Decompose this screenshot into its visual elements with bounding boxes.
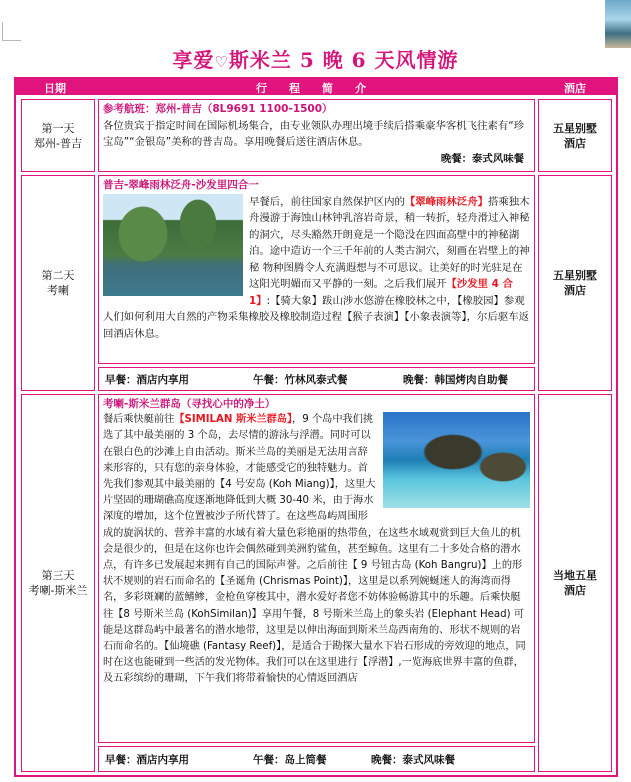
- day3-highlight-a: 【SIMILAN 斯米兰群岛】: [174, 414, 293, 426]
- day2-hotel-line1: 五星别墅: [553, 269, 597, 282]
- day1-hotel-line2: 酒店: [564, 136, 586, 150]
- day1-meal-note: 晚餐：泰式风味餐: [440, 152, 524, 165]
- day1-place: 郑州-普吉: [34, 136, 82, 150]
- day2-place: 考喇: [47, 284, 69, 297]
- day1-text: 各位贵宾于指定时间在国际机场集合，由专业领队办理出境手续后搭乘豪华客机飞往素有“珍宝岛”“金银岛”美称的普吉岛。享用晚餐后送往酒店休息。: [103, 119, 525, 148]
- day3-breakfast: 早餐：酒店内享用: [105, 753, 189, 766]
- day1-section-title: 参考航班：郑州-普吉（8L9691 1100-1500）: [103, 103, 333, 115]
- day2-hotel-cell: [538, 175, 612, 391]
- day3-hotel-line2: 酒店: [564, 584, 586, 597]
- day2-highlight-a: 【翠峰雨林泛舟】: [404, 195, 488, 208]
- day2-lunch: 午餐：竹林风泰式餐: [253, 373, 348, 386]
- day2-content-cell: [98, 175, 535, 364]
- day3-meals-row: [98, 746, 535, 772]
- table-header-row: [16, 79, 616, 95]
- day2-dinner: 晚餐：韩国烤肉自助餐: [403, 373, 508, 386]
- heart-icon: ♡: [214, 53, 229, 71]
- day2-text-a: 早餐后，前往国家自然保护区内的: [249, 195, 405, 208]
- day3-dinner: 晚餐：泰式风味餐: [371, 753, 455, 766]
- similan-islands-photo: [383, 412, 530, 508]
- corner-thumbnail-image: [605, 0, 631, 48]
- itinerary-table: [14, 77, 618, 777]
- day3-text-a: 餐后乘快艇前往: [103, 414, 175, 426]
- day3-text-b: ，9 个岛中我们挑选了其中最美丽的 3 个岛，去尽情的游泳与浮潜。同时可以在银白色的沙滩上自由活动。斯米兰岛的美丽是无法用言辞来形容的，只有您的亲身体验，才能感受它的独特魅力。首先我们参观其中最美丽的【4 号安岛 (Koh Miang)】，这里大片坚固的珊瑚礁高度逐渐地降低到大概 30-40 米，由于海水深度的增加，这个位置被沙子所代替了。在这些岛屿周围形成的旋涡状的、营养丰富的水域有着大量色彩艳丽的热带鱼，在这些水域观赏到巨大鱼儿的机会是很少的，但是在这你也许会偶然碰到美洲豹鲨鱼，甚至鲸鱼。这里有二十多处合格的潜水点，有许多已发展起来拥有自己的国际声誉。之后前往【 9 号钮古岛 (Koh Bangru)】上的形状不规则的岩石而命名的【圣诞角 (Chrismas Point)】，这里是以系列婉蜒迷人的海湾而得名，多彩斑斓的蓝鳍鲹，金枪鱼穿梭其中，潜水爱好者您不妨体验畅游其中的乐趣。后乘快艇往【8 号斯米兰岛 (KohSimilan)】享用午餐，8 号斯米兰岛上的象头岩 (Elephant Head) 可能是这群岛屿中最著名的潜水地带，这里是以伸出海面到斯米兰岛西南角的、形状不规则的岩石而命名的。【仙境礁 (Fantasy Reef)】，是适合于勘探大量水下岩石形成的旁效迎的地点，同时在这也能碰到一些活的发光物体。我们可以在这里进行【浮潜】,一览海底世界丰富的鱼群，及五彩缤纷的珊瑚，下午我们将带着愉快的心情返回酒店: [103, 414, 526, 685]
- day2-hotel-line2: 酒店: [564, 284, 586, 297]
- day1-label: 第一天: [41, 121, 75, 135]
- day2-section-title: 普吉-翠峰雨林泛舟-沙发里四合一: [103, 179, 259, 191]
- header-itinerary: 行 程 简 介: [256, 82, 366, 95]
- day1-hotel-cell: [538, 99, 612, 172]
- day2-text-b: 搭乘独木舟漫游于海蚀山林钟乳溶岩奇景，稍一转折，轻舟滑过入神秘的洞穴，尽头豁然开朗竟是一个隐没在四面高壁中的神秘湖泊。途中造访一个三千年前的人类古洞穴，刻画在岩壁上的神秘 物种图腾令人充满遐想与不可思议。让美好的时光驻足在这阳光明媚而又平静的一刻。之后我们展开: [249, 195, 530, 290]
- day3-content-cell: [98, 394, 535, 743]
- day1-date-cell: [21, 99, 95, 172]
- header-date: 日期: [44, 82, 66, 95]
- day1-hotel-line1: 五星别墅: [553, 121, 597, 135]
- day2-breakfast: 早餐：酒店内享用: [105, 373, 189, 386]
- day3-place: 考喇-斯米兰: [28, 584, 88, 597]
- day2-text-c: :【骑大象】跋山涉水悠游在橡胶林之中，【橡胶园】参观人们如何利用大自然的产物采集橡胶及橡胶制造过程【猴子表演】【小象表演等】，尔后驱车返回酒店休息。: [103, 294, 530, 340]
- day3-hotel-line1: 当地五星: [553, 569, 597, 582]
- title-left: 享爱: [172, 48, 215, 72]
- page-title: [0, 44, 631, 73]
- day2-label: 第二天: [41, 269, 75, 282]
- day1-content-cell: [98, 99, 535, 172]
- day2-date-cell: [21, 175, 95, 391]
- day3-hotel-cell: [538, 394, 612, 772]
- header-hotel: 酒店: [564, 82, 586, 95]
- day3-date-cell: [21, 394, 95, 772]
- day3-label: 第三天: [41, 569, 75, 582]
- day2-meals-row: [98, 367, 535, 391]
- day3-section-title: 考喇-斯米兰群岛（寻找心中的净土）: [103, 398, 276, 410]
- day3-lunch: 午餐：岛上简餐: [253, 753, 327, 766]
- title-right: 斯米兰 5 晚 6 天风情游: [228, 48, 459, 72]
- corner-crop-mark: [2, 22, 21, 41]
- day2-highlight-b: 【沙发里 4 合 1】: [249, 278, 513, 307]
- rainforest-canoe-photo: [103, 194, 243, 296]
